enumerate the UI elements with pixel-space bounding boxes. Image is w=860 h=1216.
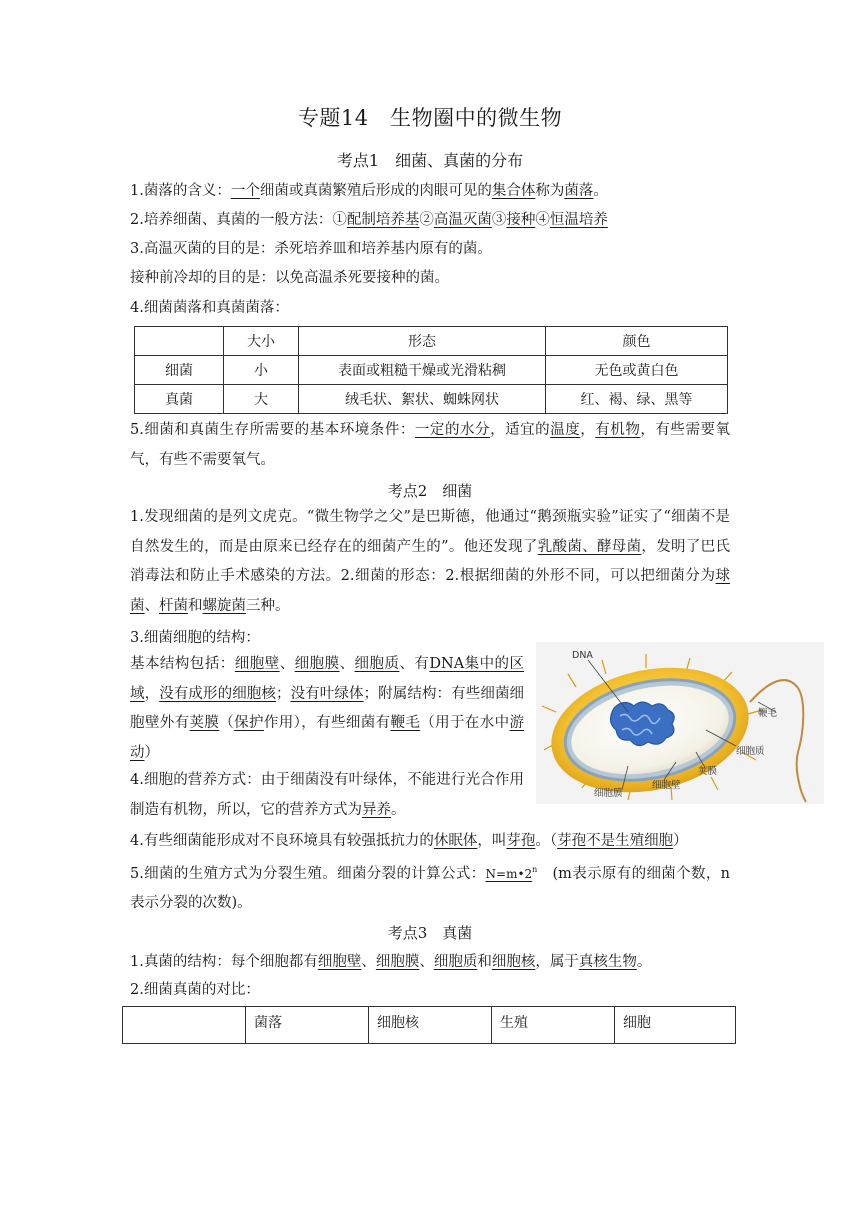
table-cell: 小 [224, 356, 299, 385]
capsule-label: 荚膜 [698, 766, 718, 777]
dna-label: DNA [572, 650, 593, 661]
table-row [135, 385, 728, 414]
table-cell: 菌落 [246, 1007, 369, 1044]
s3-paragraph-1: 1.真菌的结构：每个细胞都有细胞壁、细胞膜、细胞质和细胞核，属于真核生物。 [130, 954, 652, 970]
s2-paragraph-6: 5.细菌的生殖方式为分裂生殖。细菌分裂的计算公式：$N=m•2^n$ (m表示原有的细菌个数，n表示分裂的次数)。 [130, 865, 730, 912]
table-cell: 红、褐、绿、黑等 [546, 385, 728, 414]
s2-paragraph-4: 4.细胞的营养方式：由于细菌没有叶绿体，不能进行光合作用制造有机物，所以，它的营养方式为异养。 [130, 772, 524, 818]
table-header-row [135, 327, 728, 356]
table-cell: 真菌 [135, 385, 224, 414]
cell-membrane-label: 细胞膜 [594, 788, 623, 799]
table-header-row [123, 1007, 736, 1044]
section1-heading: 考点1 细菌、真菌的分布 [336, 151, 524, 170]
table-cell: 大 [224, 385, 299, 414]
cytoplasm-label: 细胞质 [736, 746, 765, 757]
table-cell: 细胞核 [369, 1007, 492, 1044]
section2-heading: 考点2 细菌 [387, 482, 473, 500]
table-cell [123, 1007, 246, 1044]
table-cell: 细菌 [135, 356, 224, 385]
table-cell: 大小 [224, 327, 299, 356]
table-cell: 表面或粗糙干燥或光滑粘稠 [299, 356, 546, 385]
table-cell: 无色或黄白色 [546, 356, 728, 385]
section3-heading: 考点3 真菌 [387, 924, 473, 942]
s1-paragraph-2: 2.培养细菌、真菌的一般方法：①配制培养基②高温灭菌③接种④恒温培养 [130, 212, 608, 228]
table-cell: 细胞 [615, 1007, 736, 1044]
s2-paragraph-5: 4.有些细菌能形成对不良环境具有较强抵抗力的休眠体，叫芽孢。（芽孢不是生殖细胞） [130, 833, 688, 849]
s2-paragraph-1: 1.发现细菌的是列文虎克。“微生物学之父”是巴斯德，他通过“鹅颈瓶实验”证实了“细菌不是自然发生的，而是由原来已经存在的细菌产生的”。他还发现了乳酸菌、酵母菌，发明了巴氏消毒法和防止手术感染的方法。2.细菌的形态：2.根据细菌的外形不同，可以把细菌分为球菌、杆菌和螺旋菌三种。 [130, 509, 730, 614]
flagellum-label: 鞭毛 [758, 708, 778, 719]
s1-paragraph-1: 1.菌落的含义：一个细菌或真菌繁殖后形成的肉眼可见的集合体称为菌落。 [130, 183, 608, 199]
table-cell [135, 327, 224, 356]
flagellum-shape [750, 680, 806, 802]
s2-paragraph-3: 基本结构包括：细胞壁、细胞膜、细胞质、有DNA集中的区域，没有成形的细胞核；没有叶绿体；附属结构：有些细菌细胞壁外有荚膜（保护作用），有些细菌有鞭毛（用于在水中游动） [130, 656, 525, 761]
table-row [135, 356, 728, 385]
table-cell: 生殖 [492, 1007, 615, 1044]
s1-paragraph-5: 4.细菌菌落和真菌菌落： [130, 300, 289, 316]
s1-paragraph-4: 接种前冷却的目的是：以免高温杀死要接种的菌。 [130, 270, 449, 286]
s1-paragraph-6: 5.细菌和真菌生存所需要的基本环境条件：一定的水分，适宜的温度，有机物，有些需要氧气，有些不需要氧气。 [130, 422, 731, 468]
bacteria-fungi-comparison-table [122, 1006, 736, 1044]
bacterium-illustration [536, 642, 824, 804]
page-title: 专题14 生物圈中的微生物 [297, 106, 563, 130]
s3-paragraph-2: 2.细菌真菌的对比： [130, 982, 260, 998]
bacterium-diagram [536, 642, 824, 804]
cell-wall-label: 细胞壁 [652, 780, 681, 791]
s2-paragraph-2: 3.细菌细胞的结构： [130, 630, 260, 646]
table-cell: 颜色 [546, 327, 728, 356]
s1-paragraph-3: 3.高温灭菌的目的是：杀死培养皿和培养基内原有的菌。 [130, 241, 492, 257]
colony-comparison-table [134, 326, 728, 414]
table-cell: 绒毛状、絮状、蜘蛛网状 [299, 385, 546, 414]
table-cell: 形态 [299, 327, 546, 356]
